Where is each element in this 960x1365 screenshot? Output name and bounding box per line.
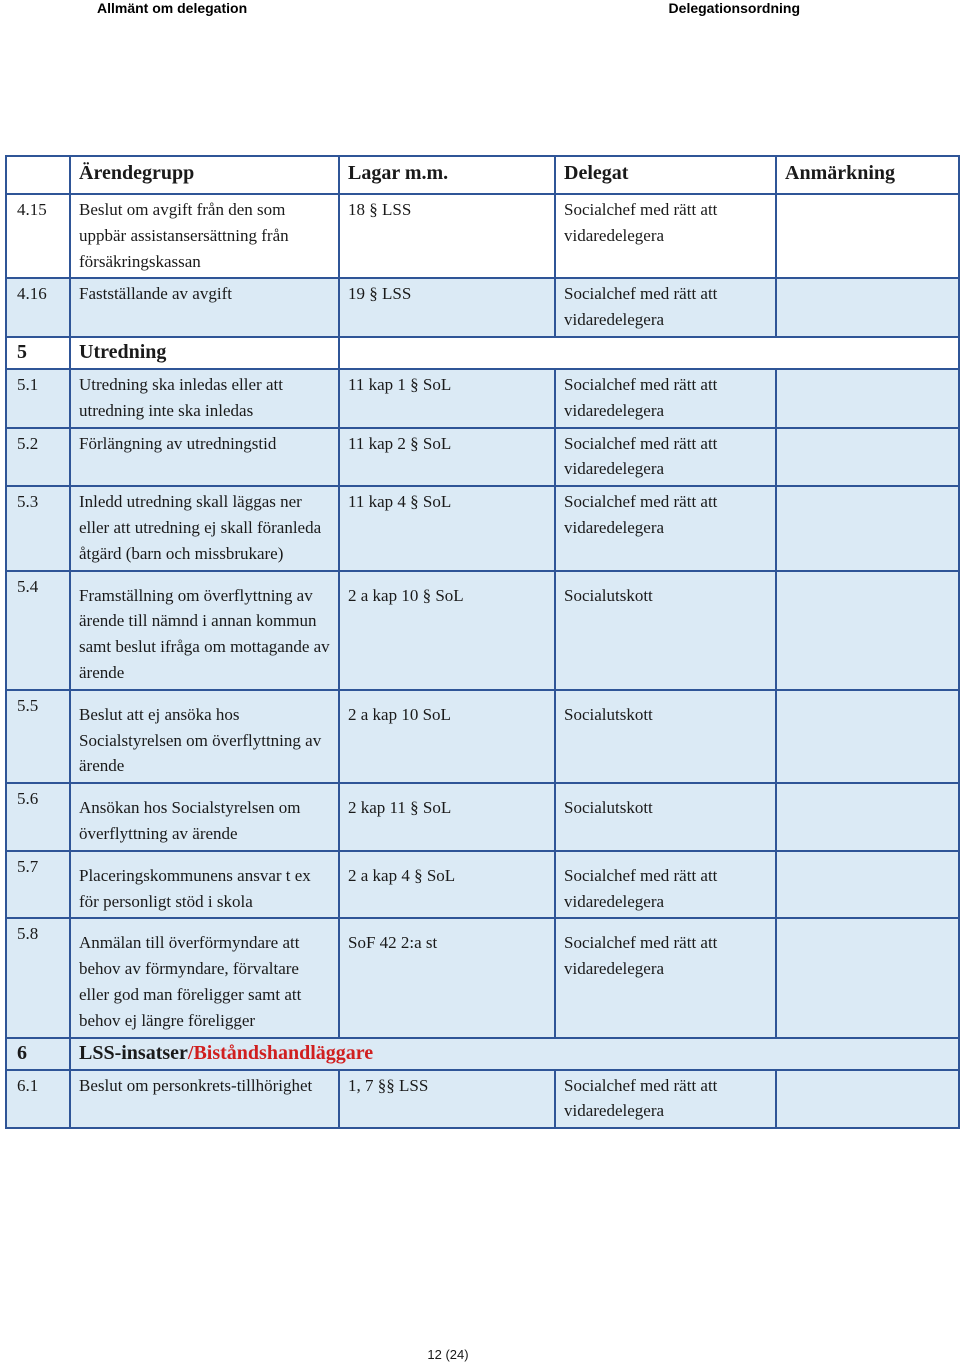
row-law: 11 kap 2 § SoL bbox=[339, 428, 555, 487]
header-number-cell bbox=[6, 156, 70, 194]
table-row bbox=[6, 571, 959, 690]
row-delegate bbox=[555, 918, 776, 1037]
column-header-anmarkning: Anmärkning bbox=[776, 156, 959, 194]
row-number: 5.3 bbox=[6, 486, 70, 570]
row-matter-text: Ansökan hos Socialstyrelsen om överflyttning av ärende bbox=[79, 798, 301, 843]
row-delegate: Socialchef med rätt att vidaredelegera bbox=[555, 194, 776, 278]
row-number: 5.7 bbox=[6, 851, 70, 919]
row-number: 5.8 bbox=[6, 918, 70, 1037]
header-left-title: Allmänt om delegation bbox=[97, 0, 248, 16]
row-law: 19 § LSS bbox=[339, 278, 555, 337]
table-row bbox=[6, 783, 959, 851]
section-row-utredning bbox=[6, 337, 959, 369]
row-number: 4.15 bbox=[6, 194, 70, 278]
table-row bbox=[6, 278, 959, 337]
row-law bbox=[339, 918, 555, 1037]
row-note bbox=[776, 851, 959, 919]
table-row bbox=[6, 194, 959, 278]
row-law-text: 2 a kap 4 § SoL bbox=[348, 865, 456, 885]
table-row bbox=[6, 851, 959, 919]
row-matter: Utredning ska inledas eller att utredning inte ska inledas bbox=[70, 369, 339, 428]
row-law bbox=[339, 783, 555, 851]
row-note bbox=[776, 918, 959, 1037]
table-row bbox=[6, 428, 959, 487]
row-delegate: Socialchef med rätt att vidaredelegera bbox=[555, 1070, 776, 1129]
row-note bbox=[776, 486, 959, 570]
section-empty-cell bbox=[339, 337, 959, 369]
table-header-row bbox=[6, 156, 959, 194]
section-number: 6 bbox=[6, 1038, 70, 1070]
row-delegate-text: Socialchef med rätt att vidaredelegera bbox=[564, 933, 718, 979]
row-delegate bbox=[555, 783, 776, 851]
row-law: 11 kap 1 § SoL bbox=[339, 369, 555, 428]
row-law-text: SoF 42 2:a st bbox=[348, 933, 438, 953]
row-matter bbox=[70, 918, 339, 1037]
row-matter bbox=[70, 571, 339, 690]
row-matter bbox=[70, 690, 339, 783]
section-number: 5 bbox=[6, 337, 70, 369]
row-note bbox=[776, 1070, 959, 1129]
row-law-text: 2 a kap 10 SoL bbox=[348, 704, 451, 724]
row-note bbox=[776, 369, 959, 428]
row-law: 11 kap 4 § SoL bbox=[339, 486, 555, 570]
section-title bbox=[70, 1038, 959, 1070]
row-delegate bbox=[555, 851, 776, 919]
row-note bbox=[776, 194, 959, 278]
row-matter: Inledd utredning skall läggas ner eller att utredning ej skall föranleda åtgärd (barn och missbrukare) bbox=[70, 486, 339, 570]
row-matter-text: Beslut att ej ansöka hos Socialstyrelsen om överflyttning av ärende bbox=[79, 704, 322, 776]
table-row bbox=[6, 369, 959, 428]
row-delegate bbox=[555, 571, 776, 690]
table-row bbox=[6, 1070, 959, 1129]
row-matter bbox=[70, 783, 339, 851]
row-delegate-text: Socialutskott bbox=[564, 704, 653, 724]
row-delegate-text: Socialutskott bbox=[564, 798, 653, 818]
row-delegate: Socialchef med rätt att vidaredelegera bbox=[555, 278, 776, 337]
row-matter: Beslut om personkrets-tillhörighet bbox=[70, 1070, 339, 1129]
section-row-lss-insatser bbox=[6, 1038, 959, 1070]
section-title: Utredning bbox=[70, 337, 339, 369]
page-number: 12 (24) bbox=[427, 1347, 469, 1362]
row-law bbox=[339, 690, 555, 783]
row-note bbox=[776, 278, 959, 337]
row-delegate: Socialchef med rätt att vidaredelegera bbox=[555, 428, 776, 487]
row-delegate: Socialchef med rätt att vidaredelegera bbox=[555, 486, 776, 570]
row-matter-text: Anmälan till överförmyndare att behov av förmyndare, förvaltare eller god man föreligger samt att behov ej längre föreligger bbox=[79, 933, 302, 1030]
row-number: 5.5 bbox=[6, 690, 70, 783]
row-matter: Beslut om avgift från den som uppbär assistansersättning från försäkringskassan bbox=[70, 194, 339, 278]
row-number: 5.1 bbox=[6, 369, 70, 428]
row-law: 1, 7 §§ LSS bbox=[339, 1070, 555, 1129]
table-row bbox=[6, 918, 959, 1037]
column-header-delegat: Delegat bbox=[555, 156, 776, 194]
row-number: 5.4 bbox=[6, 571, 70, 690]
row-delegate: Socialchef med rätt att vidaredelegera bbox=[555, 369, 776, 428]
column-header-arendegrupp: Ärendegrupp bbox=[70, 156, 339, 194]
header-right-title: Delegationsordning bbox=[668, 0, 800, 16]
row-matter bbox=[70, 851, 339, 919]
row-matter: Förlängning av utredningstid bbox=[70, 428, 339, 487]
row-law bbox=[339, 571, 555, 690]
row-note bbox=[776, 571, 959, 690]
row-matter-text: Framställning om överflyttning av ärende till nämnd i annan kommun samt beslut ifråga om mottagande av ärende bbox=[79, 585, 330, 682]
row-number: 5.6 bbox=[6, 783, 70, 851]
table-row bbox=[6, 690, 959, 783]
section-title-red-text: /Biståndshandläggare bbox=[187, 1041, 374, 1064]
row-note bbox=[776, 690, 959, 783]
row-matter: Fastställande av avgift bbox=[70, 278, 339, 337]
row-delegate bbox=[555, 690, 776, 783]
row-number: 4.16 bbox=[6, 278, 70, 337]
row-law-text: 2 a kap 10 § SoL bbox=[348, 585, 464, 605]
delegation-table bbox=[5, 155, 960, 1129]
row-law bbox=[339, 851, 555, 919]
row-number: 5.2 bbox=[6, 428, 70, 487]
table-row bbox=[6, 486, 959, 570]
row-delegate-text: Socialchef med rätt att vidaredelegera bbox=[564, 865, 718, 911]
row-note bbox=[776, 428, 959, 487]
column-header-lagar: Lagar m.m. bbox=[339, 156, 555, 194]
section-title-text: LSS-insatser bbox=[79, 1041, 188, 1064]
row-number: 6.1 bbox=[6, 1070, 70, 1129]
row-law-text: 2 kap 11 § SoL bbox=[348, 798, 452, 818]
row-note bbox=[776, 783, 959, 851]
row-delegate-text: Socialutskott bbox=[564, 585, 653, 605]
row-law: 18 § LSS bbox=[339, 194, 555, 278]
row-matter-text: Placeringskommunens ansvar t ex för personligt stöd i skola bbox=[79, 865, 311, 911]
